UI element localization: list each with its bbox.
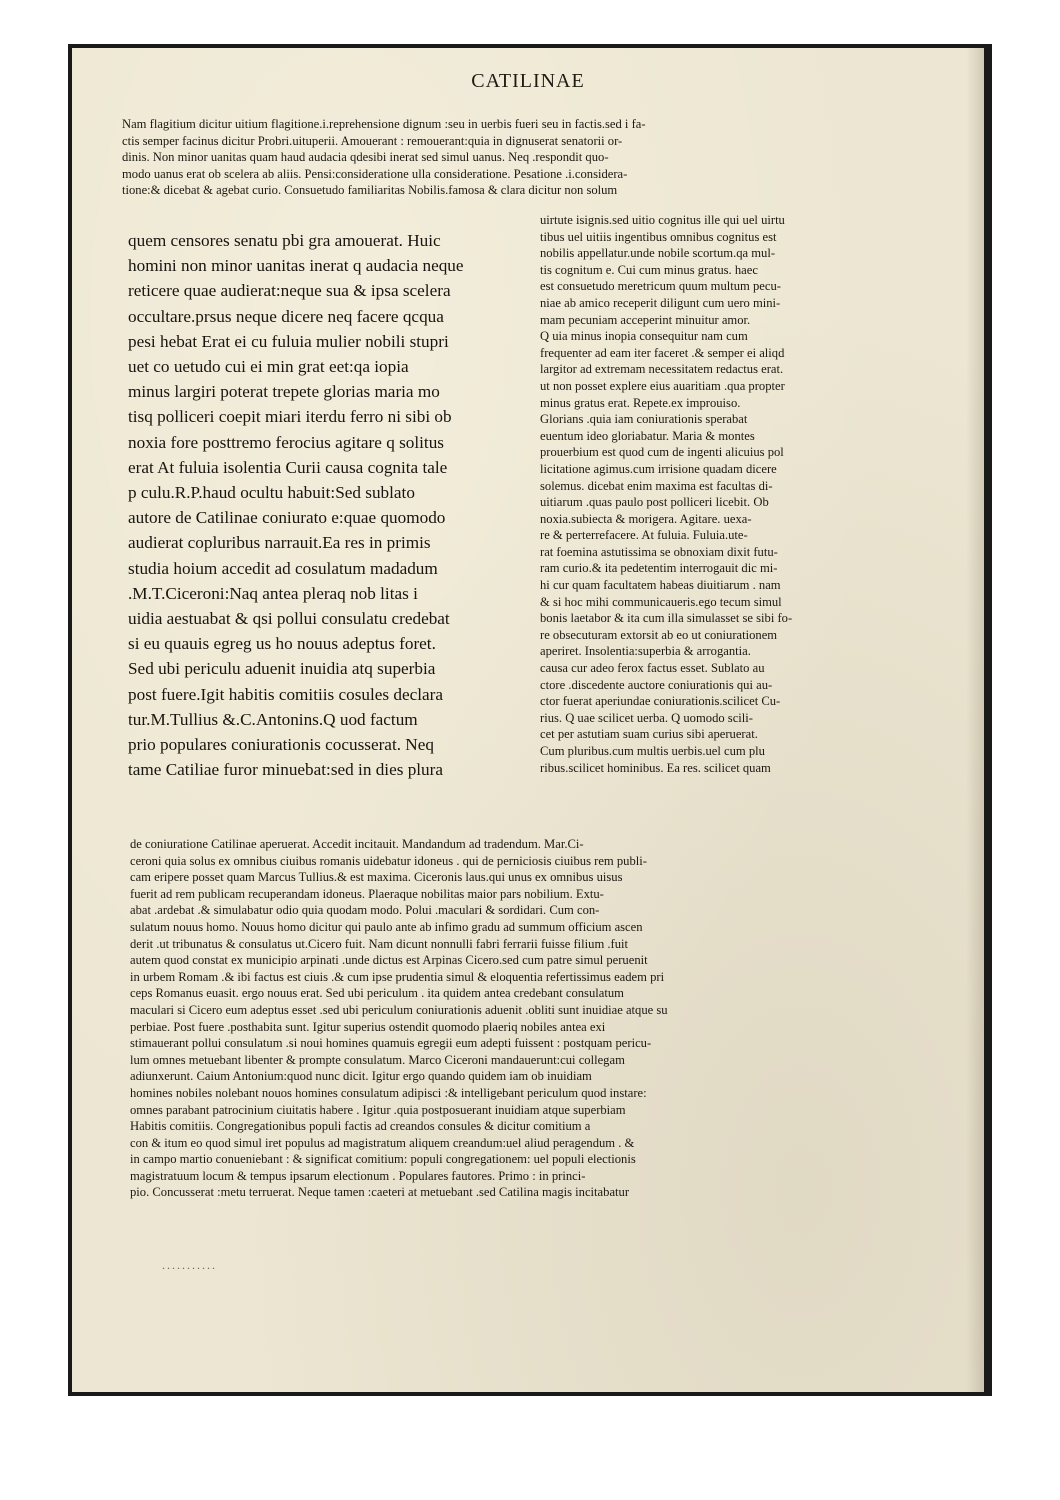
book-page [72, 48, 984, 1392]
text-line: homini non minor uanitas inerat q audacia neque [128, 256, 464, 276]
commentary-line: hi cur quam facultatem habeas diuitiarum . nam [540, 578, 781, 593]
commentary-line: Nam flagitium dicitur uitium flagitione.i.reprehensione dignum :seu in uerbis fueri seu in factis.sed i fa- [122, 117, 646, 131]
commentary-line: ram curio.& ita pedetentim interrogauit dic mi- [540, 561, 778, 576]
commentary-line: omnes parabant patrocinium ciuitatis habere . Igitur .quia postposuerant inuidiam atque superbiam [130, 1102, 626, 1117]
commentary-line: bonis laetabor & ita cum illa simulasset se sibi fo- [540, 611, 793, 626]
text-line: studia hoium accedit ad cosulatum madadum [128, 558, 438, 578]
text-line: Sed ubi periculu aduenit inuidia atq superbia [128, 659, 436, 679]
commentary-line: licitatione agimus.cum irrisione quadam dicere [540, 461, 777, 476]
text-line: p culu.R.P.haud ocultu habuit:Sed sublato [128, 483, 415, 503]
text-line: post fuere.Igit habitis comitiis cosules declara [128, 684, 444, 704]
commentary-line: causa cur adeo ferox factus esset. Sublato au [540, 661, 765, 676]
commentary-line: tione:& dicebat & agebat curio. Consuetudo familiaritas Nobilis.famosa & clara dicitur non solum [122, 183, 618, 198]
commentary-line: stimauerant pollui consulatum .si noui homines quamuis egregii eum adepti fuissent : postquam pericu- [130, 1036, 652, 1051]
commentary-line: cet per astutiam suam curius sibi aperuerat. [540, 727, 758, 742]
commentary-line: nobilis appellatur.unde nobile scortum.qa mul- [540, 246, 776, 261]
text-line: uet co uetudo cui ei min grat eet:qa iopia [128, 357, 409, 377]
commentary-line: adiunxerunt. Caium Antonium:quod nunc dicit. Igitur ergo quando quidem iam ob inuidiam [130, 1069, 592, 1084]
commentary-line: cam eripere posset quam Marcus Tullius.& est maxima. Ciceronis laus.qui unus ex omnibus uisus [130, 870, 623, 885]
commentary-line: autem quod constat ex municipio arpinati .unde dictus est Arpinas Cicero.sed cum patre simul peruenit [130, 953, 648, 968]
commentary-line: & si hoc mihi communicaueris.ego tecum simul [540, 594, 782, 609]
commentary-line: tis cognitum e. Cui cum minus gratus. haec [540, 262, 758, 277]
commentary-line: largitor ad extremam necessitatem redactus erat. [540, 362, 784, 377]
main-text-column [128, 228, 524, 782]
text-line: occultare.prsus neque dicere neq facere qcqua [128, 306, 444, 326]
commentary-line: ceroni quia solus ex omnibus ciuibus romanis uidebatur idoneus . qui de perniciosis ciuibus rem publi- [130, 853, 647, 868]
text-line: noxia fore posttremo ferocius agitare q solitus [128, 432, 444, 452]
commentary-line: Q uia minus inopia consequitur nam cum [540, 329, 748, 344]
commentary-line: mam pecuniam acceperint minuitur amor. [540, 312, 751, 327]
commentary-line: solemus. dicebat enim maxima est facultas di- [540, 478, 773, 493]
commentary-line: minus gratus erat. Repete.ex improuiso. [540, 395, 741, 410]
commentary-line: abat .ardebat .& simulabatur odio quia quodam modo. Polui .maculari & sordidari. Cum con- [130, 903, 600, 918]
text-line: reticere quae audierat:neque sua & ipsa scelera [128, 281, 451, 301]
text-line: quem censores senatu pbi gra amouerat. Huic [128, 231, 441, 250]
commentary-line: con & itum eo quod simul iret populus ad magistratum aliquem creandum:uel aliud peragendum . & [130, 1135, 635, 1150]
commentary-line: Glorians .quia iam coniurationis sperabat [540, 412, 748, 427]
commentary-line: est consuetudo meretricum quum multum pecu- [540, 279, 781, 294]
text-line: audierat copluribus narrauit.Ea res in primis [128, 533, 431, 553]
commentary-line: ut non posset explere eius auaritiam .qua propter [540, 378, 785, 393]
commentary-line: rius. Q uae scilicet uerba. Q uomodo scili- [540, 710, 753, 725]
commentary-line: ribus.scilicet hominibus. Ea res. scilicet quam [540, 760, 771, 775]
commentary-line: modo uanus erat ob scelera ab aliis. Pensi:consideratione ulla consideratione. Pesatione .i.considera- [122, 166, 628, 181]
text-line: prio populares coniurationis cocusserat. Neq [128, 735, 434, 755]
text-line: .M.T.Ciceroni:Naq antea pleraq nob litas i [128, 583, 418, 603]
commentary-line: ctore .discedente auctore coniurationis qui au- [540, 677, 773, 692]
commentary-line: sulatum nouus homo. Nouus homo dicitur qui paulo ante ab infimo gradu ad summum officium ascen [130, 919, 643, 934]
commentary-line: aperiret. Insolentia:superbia & arrogantia. [540, 644, 751, 659]
text-line: autore de Catilinae coniurato e:quae quomodo [128, 508, 446, 528]
commentary-line: dinis. Non minor uanitas quam haud audacia qdesibi inerat sed simul uanus. Neq .respondit quo- [122, 150, 609, 165]
text-line: si eu quauis egreg us ho nouus adeptus foret. [128, 634, 436, 654]
text-line: tur.M.Tullius &.C.Antonins.Q uod factum [128, 709, 418, 729]
commentary-line: euentum ideo gloriabatur. Maria & montes [540, 428, 755, 443]
commentary-line: in urbem Romam .& ibi factus est ciuis .& cum ipse prudentia simul & eloquentia refertissimus eadem pri [130, 969, 665, 984]
text-line: uidia aestuabat & qsi pollui consulatu credebat [128, 609, 450, 629]
commentary-line: uirtute isignis.sed uitio cognitus ille qui uel uirtu [540, 213, 785, 227]
commentary-line: uitiarum .quas paulo post polliceri licebit. Ob [540, 495, 769, 510]
commentary-line: niae ab amico receperit diligunt cum uero mini- [540, 295, 781, 310]
commentary-line: pio. Concusserat :metu terruerat. Neque tamen :caeteri at metuebant .sed Catilina magis incitabatur [130, 1185, 630, 1200]
commentary-line: frequenter ad eam iter faceret .& semper ei aliqd [540, 345, 785, 360]
commentary-right [540, 212, 940, 776]
footer-marks: ........... [162, 1258, 217, 1272]
running-head: CATILINAE [471, 70, 585, 92]
commentary-line: in campo martio conueniebant : & significat comitium: populi congregationem: uel populi electionis [130, 1152, 636, 1167]
commentary-line: rat foemina astutissima se obnoxiam dixit futu- [540, 544, 778, 559]
commentary-line: Habitis comitiis. Congregationibus populi factis ad creandos consules & dicitur comitium a [130, 1119, 591, 1134]
text-line: minus largiri poterat trepete glorias maria mo [128, 382, 440, 402]
page-edge-shadow [966, 48, 984, 1392]
commentary-line: Cum pluribus.cum multis uerbis.uel cum plu [540, 744, 765, 758]
text-line: erat At fuluia isolentia Curii causa cognita tale [128, 457, 448, 477]
text-line: tisq polliceri coepit miari iterdu ferro ni sibi ob [128, 407, 452, 427]
commentary-bottom [130, 836, 938, 1201]
commentary-top [122, 116, 938, 199]
commentary-line: prouerbium est quod cum de ingenti alicuius pol [540, 445, 784, 460]
text-line: pesi hebat Erat ei cu fuluia mulier nobili stupri [128, 331, 449, 351]
commentary-line: tibus uel uitiis ingentibus omnibus cognitus est [540, 229, 777, 244]
commentary-line: derit .ut tribunatus & consulatus ut.Cicero fuit. Nam dicunt nonnulli fabri ferrarii fuisse filium .fuit [130, 936, 629, 951]
commentary-line: ceps Romanus euasit. ergo nouus erat. Sed ubi periculum . ita quidem antea credebant consulatum [130, 986, 624, 1001]
commentary-line: lum omnes metuebant libenter & prompte consulatum. Marco Ciceroni mandauerunt:cui collegam [130, 1052, 625, 1067]
commentary-line: ctor fuerat aperiundae coniurationis.scilicet Cu- [540, 694, 781, 709]
commentary-line: magistratuum locum & tempus ipsarum electionum . Populares fautores. Primo : in princi- [130, 1168, 586, 1183]
commentary-line: ctis semper facinus dicitur Probri.uituperii. Amouerant : remouerant:quia in dignuserat senatorii or- [122, 133, 623, 148]
commentary-line: de coniuratione Catilinae aperuerat. Accedit incitauit. Mandandum ad tradendum. Mar.Ci- [130, 837, 584, 851]
commentary-line: homines nobiles nolebant nouos homines consulatum adipisci :& intelligebant periculum quod instare: [130, 1085, 647, 1100]
text-line: tame Catiliae furor minuebat:sed in dies plura [128, 760, 444, 780]
commentary-line: re obsecuturam extorsit ab eo ut coniurationem [540, 627, 778, 642]
commentary-line: fuerit ad rem publicam recuperandam idoneus. Plaeraque nobilitas maior pars nobilium. Extu- [130, 886, 604, 901]
commentary-line: noxia.subiecta & morigera. Agitare. uexa- [540, 511, 752, 526]
commentary-line: perbiae. Post fuere .posthabita sunt. Igitur superius ostendit quomodo plaeriq nobiles antea exi [130, 1019, 606, 1034]
commentary-line: re & perterrefacere. At fuluia. Fuluia.ute- [540, 528, 748, 543]
commentary-line: maculari si Cicero eum adeptus esset .sed ubi periculum coniurationis aduenit .obliti sunt inuidiae atque su [130, 1002, 668, 1017]
